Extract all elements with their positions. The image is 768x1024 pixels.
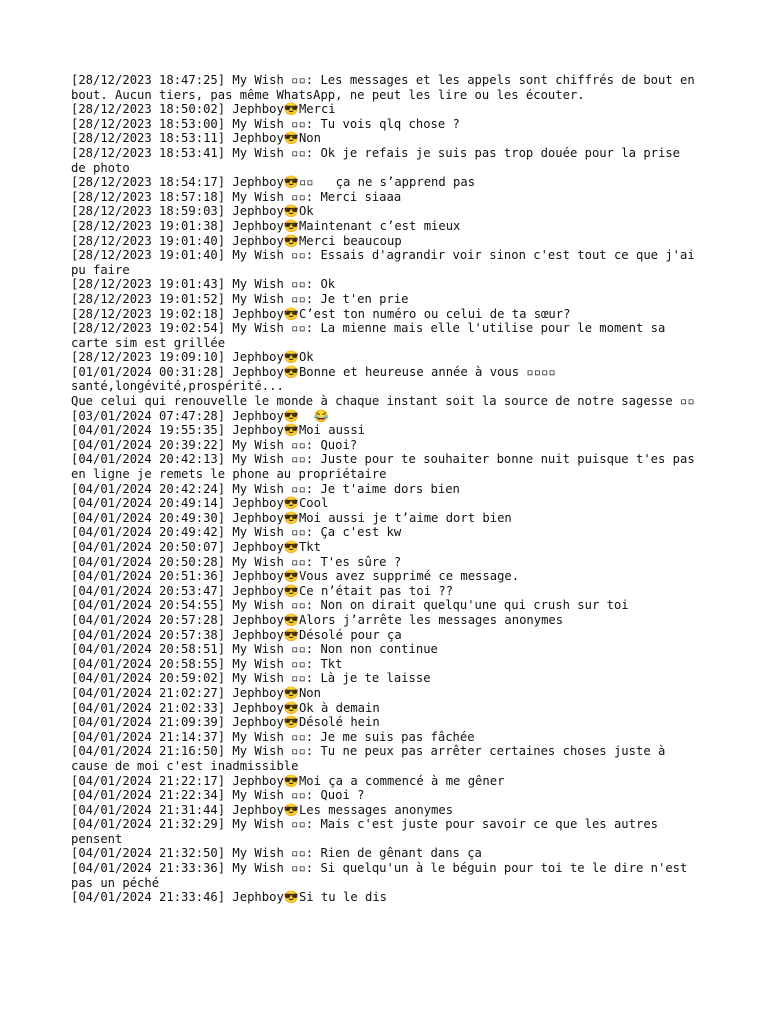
chat-line: [04/01/2024 20:58:55] My Wish ▫▫: Tkt <box>71 656 343 671</box>
chat-line: [04/01/2024 19:55:35] Jephboy😎Moi aussi <box>71 423 365 438</box>
chat-line: [28/12/2023 18:53:00] My Wish ▫▫: Tu vois qlq chose ? <box>71 116 460 131</box>
chat-line: [28/12/2023 19:02:54] My Wish ▫▫: La mienne mais elle l'utilise pour le moment sa carte sim est grillée <box>71 321 673 350</box>
chat-line: [04/01/2024 20:54:55] My Wish ▫▫: Non on dirait quelqu'une qui crush sur toi <box>71 598 629 613</box>
chat-line: [28/12/2023 19:01:40] My Wish ▫▫: Essais d'agrandir voir sinon c'est tout ce que j'ai pu faire <box>71 248 703 277</box>
chat-line: [28/12/2023 18:57:18] My Wish ▫▫: Merci siaaa <box>71 189 402 204</box>
chat-line: [04/01/2024 21:33:46] Jephboy😎Si tu le dis <box>71 890 388 905</box>
chat-line: [28/12/2023 18:54:17] Jephboy😎▫▫ ça ne s’apprend pas <box>71 175 476 190</box>
chat-line: [04/01/2024 20:53:47] Jephboy😎Ce n’était pas toi ?? <box>71 583 454 598</box>
chat-line: [04/01/2024 20:51:36] Jephboy😎Vous avez supprimé ce message. <box>71 569 520 584</box>
chat-line: [04/01/2024 21:02:27] Jephboy😎Non <box>71 685 321 700</box>
chat-line: [04/01/2024 20:58:51] My Wish ▫▫: Non non continue <box>71 642 438 657</box>
chat-line: [04/01/2024 21:32:50] My Wish ▫▫: Rien de gênant dans ça <box>71 846 482 861</box>
chat-line: [04/01/2024 20:57:38] Jephboy😎Désolé pour ça <box>71 627 402 642</box>
chat-line: [04/01/2024 20:49:30] Jephboy😎Moi aussi je t’aime dort bien <box>71 510 512 525</box>
chat-line: [04/01/2024 20:49:14] Jephboy😎Cool <box>71 496 329 511</box>
chat-line: [04/01/2024 21:22:17] Jephboy😎Moi ça a commencé à me gêner <box>71 773 505 788</box>
chat-line: [04/01/2024 20:59:02] My Wish ▫▫: Là je te laisse <box>71 671 431 686</box>
chat-line: [04/01/2024 21:22:34] My Wish ▫▫: Quoi ? <box>71 788 365 803</box>
chat-line: [28/12/2023 19:01:38] Jephboy😎Maintenant c’est mieux <box>71 218 461 233</box>
chat-line: [04/01/2024 20:42:24] My Wish ▫▫: Je t'aime dors bien <box>71 481 460 496</box>
chat-line: [28/12/2023 19:09:10] Jephboy😎Ok <box>71 350 314 365</box>
chat-line: [28/12/2023 18:53:11] Jephboy😎Non <box>71 131 321 146</box>
chat-line: [01/01/2024 00:31:28] Jephboy😎Bonne et heureuse année à vous ▫▫▫▫ <box>71 364 556 379</box>
chat-line: [28/12/2023 18:53:41] My Wish ▫▫: Ok je refais je suis pas trop douée pour la prise de photo <box>71 145 688 175</box>
chat-line: [04/01/2024 20:50:28] My Wish ▫▫: T'es sûre ? <box>71 554 402 569</box>
chat-line: [28/12/2023 18:59:03] Jephboy😎Ok <box>71 204 314 219</box>
chat-line: [04/01/2024 20:50:07] Jephboy😎Tkt <box>71 540 321 554</box>
chat-transcript <box>71 73 701 905</box>
chat-line: [03/01/2024 07:47:28] Jephboy😎 😂 <box>71 408 329 423</box>
chat-line: [28/12/2023 19:01:52] My Wish ▫▫: Je t'en prie <box>71 291 409 306</box>
chat-line: [04/01/2024 21:31:44] Jephboy😎Les messages anonymes <box>71 802 454 817</box>
chat-line: santé,longévité,prospérité... <box>71 379 284 394</box>
chat-line: [04/01/2024 20:39:22] My Wish ▫▫: Quoi? <box>71 437 358 452</box>
chat-line: [04/01/2024 20:49:42] My Wish ▫▫: Ça c'est kw <box>71 525 402 540</box>
chat-line: [28/12/2023 19:01:43] My Wish ▫▫: Ok <box>71 277 336 292</box>
chat-line: [04/01/2024 20:42:13] My Wish ▫▫: Juste pour te souhaiter bonne nuit puisque t'es pas en ligne je remets le phone au propriétaire <box>71 452 703 482</box>
chat-line: Que celui qui renouvelle le monde à chaque instant soit la source de notre sagesse ▫▫ <box>71 394 695 409</box>
chat-line: [28/12/2023 18:47:25] My Wish ▫▫: Les messages et les appels sont chiffrés de bout en bout. Aucun tiers, pas même WhatsApp, ne peut les lire ou les écouter. <box>71 73 703 102</box>
chat-line: [04/01/2024 21:14:37] My Wish ▫▫: Je me suis pas fâchée <box>71 729 475 744</box>
chat-line: [04/01/2024 21:16:50] My Wish ▫▫: Tu ne peux pas arrêter certaines choses juste à cause de moi c'est inadmissible <box>71 744 673 773</box>
chat-line: [04/01/2024 21:02:33] Jephboy😎Ok à demain <box>71 700 380 715</box>
chat-line: [04/01/2024 21:09:39] Jephboy😎Désolé hein <box>71 715 380 730</box>
chat-line: [04/01/2024 20:57:28] Jephboy😎Alors j’arrête les messages anonymes <box>71 612 564 627</box>
chat-line: [28/12/2023 19:02:18] Jephboy😎C’est ton numéro ou celui de ta sœur? <box>71 306 571 321</box>
chat-line: [04/01/2024 21:32:29] My Wish ▫▫: Mais c'est juste pour savoir ce que les autres pensent <box>71 817 666 846</box>
chat-line: [28/12/2023 19:01:40] Jephboy😎Merci beaucoup <box>71 233 402 248</box>
chat-line: [04/01/2024 21:33:36] My Wish ▫▫: Si quelqu'un à le béguin pour toi te le dire n'est pas un péché <box>71 861 695 890</box>
chat-line: [28/12/2023 18:50:02] Jephboy😎Merci <box>71 102 336 117</box>
